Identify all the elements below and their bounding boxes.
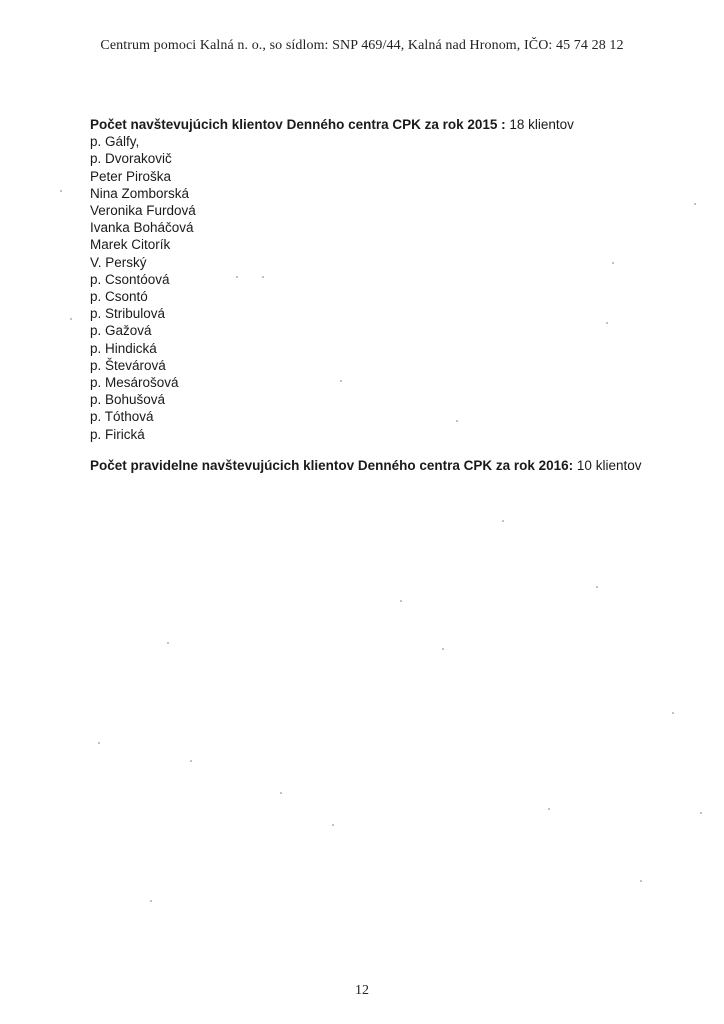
client-list-item: p. Firická — [90, 426, 145, 442]
client-list-item: p. Bohušová — [90, 392, 166, 408]
scan-speck — [612, 262, 614, 264]
client-list-item: Nina Zomborská — [90, 185, 190, 201]
client-list-item: p. Csontó — [90, 289, 148, 305]
client-list-item: p. Mesárošová — [90, 375, 179, 391]
section-2015 — [90, 116, 650, 443]
scan-speck — [672, 712, 674, 714]
scan-speck — [596, 586, 598, 588]
client-list-item: p. Števárová — [90, 357, 166, 373]
scan-speck — [262, 276, 264, 278]
client-list-item: p. Csontóová — [90, 271, 170, 287]
scan-speck — [694, 203, 696, 205]
section-2015-heading-label: Počet navštevujúcich klientov Denného centra CPK za rok 2015 : — [90, 117, 506, 132]
client-list-item: Ivanka Boháčová — [90, 220, 194, 236]
page-header: Centrum pomoci Kalná n. o., so sídlom: SNP 469/44, Kalná nad Hronom, IČO: 45 74 28 12 — [100, 38, 624, 53]
scan-speck — [400, 600, 402, 602]
scan-speck — [340, 380, 342, 382]
client-list-item: p. Hindická — [90, 340, 157, 356]
section-2016-heading — [90, 457, 650, 474]
client-list-item: Marek Citorík — [90, 237, 171, 253]
client-list-2015 — [90, 133, 650, 443]
scan-speck — [70, 318, 72, 320]
section-2016-heading-count: 10 klientov — [573, 457, 642, 473]
scan-speck — [456, 420, 458, 422]
scan-speck — [332, 824, 334, 826]
client-list-item: Veronika Furdová — [90, 203, 196, 219]
client-list-item: p. Gálfy, — [90, 134, 140, 150]
section-2016-heading-label: Počet pravidelne navštevujúcich klientov Denného centra CPK za rok 2016: — [90, 457, 574, 473]
client-list-item: V. Perský — [90, 254, 147, 270]
scan-speck — [60, 190, 62, 192]
scan-speck — [236, 276, 238, 278]
scan-speck — [502, 520, 504, 522]
section-2016 — [90, 457, 650, 474]
scan-speck — [442, 648, 444, 650]
section-2015-heading-count: 18 klientov — [505, 117, 574, 132]
client-list-item: p. Stribulová — [90, 306, 166, 322]
scan-speck — [640, 880, 642, 882]
scan-speck — [280, 792, 282, 794]
scan-speck — [167, 642, 169, 644]
client-list-item: p. Tóthová — [90, 409, 154, 425]
client-list-item: p. Gažová — [90, 323, 152, 339]
scan-speck — [98, 742, 100, 744]
scan-speck — [700, 812, 702, 814]
scan-speck — [190, 760, 192, 762]
scan-speck — [606, 322, 608, 324]
scan-speck — [150, 900, 152, 902]
client-list-item: Peter Piroška — [90, 168, 172, 184]
document-body — [90, 116, 650, 474]
page-number: 12 — [355, 983, 369, 998]
scan-speck — [548, 808, 550, 810]
section-2015-heading — [90, 116, 650, 133]
client-list-item: p. Dvorakovič — [90, 151, 172, 167]
